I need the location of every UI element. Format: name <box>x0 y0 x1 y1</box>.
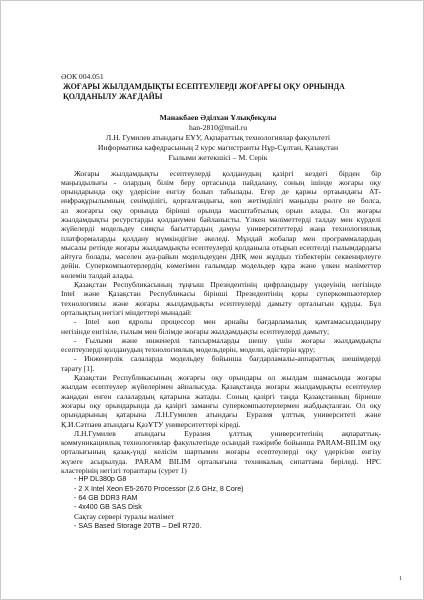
paragraph-line: коммуникациялық технологиялар факультетінде осындай тәжірибе бойынша PARAM-BILIM оқу <box>61 438 381 448</box>
paragraph-line: орындарының қатарына Л.Н.Гумилев атындағы Еуразия ұлттық университеті және <box>61 410 381 420</box>
hpc-node-list <box>61 475 381 512</box>
udc-code: ӘОК 004.051 <box>61 72 104 81</box>
paragraph-line: айтуға болады, мәселен ауа-райын модельдеуден ДНҚ мен жұлдыз тізбектерін секвенирлеуге <box>61 252 381 262</box>
title-line: ҚОЛДАНЫЛУ ЖАҒДАЙЫ <box>63 92 163 101</box>
paragraph-line: инфрақұрылымның сенімділігі, қорғалғандығы, көп жетімділігі маңызды рөлге ие болса, <box>61 196 381 206</box>
spec-item: - SAS Based Storage 20TB – Dell R720. <box>74 521 202 530</box>
paragraph-line: маңыздылығы - олардың білім беру ортасында пайдалану, соның ішінде жоғары оқу <box>61 177 381 187</box>
paragraph-line: - Intel көп ядролы процессор мен арнайы бағдарламалық қамтамасыздандыру <box>74 317 381 327</box>
paragraph-line: - Ғылыми және инженерлі тапсырмаларды шешу үшін жоғары жылдамдықты <box>74 335 381 345</box>
paragraph-line: мысалы ретінде жоғары жылдамдықты есептеулерді қолданыла отырып есептелді ғылымдардағы <box>61 242 381 252</box>
paper-title <box>63 82 383 102</box>
paragraph-line: орындарында оқу үдерісіне енгізу болып табылады. Егер де қаржы ортаындағы АТ- <box>61 187 381 197</box>
paragraph-line: орталығының қазақ-үнді келісім шартымен жоғары есептеулерді оқу үдерісіне енгізу <box>61 447 381 457</box>
paragraph-line: Л.Н.Гумилев атындағы Еуразия ұлттық университетінің ақпараттық- <box>74 428 381 438</box>
paragraph-line: орталықтың негізгі міндеттері мынадай: <box>61 307 192 317</box>
paragraph-line: жоғары оқу орындарында да қазіргі заманғы суперкомпьютерлермен жабдықталған. Ол оқу <box>61 400 381 410</box>
storage-list <box>61 522 381 531</box>
spec-item: - HP DL380p G8 <box>74 475 127 484</box>
universities-paragraph <box>61 373 381 429</box>
spec-item: - 2 X Intel Xeon E5-2670 Processor (2.6 GHz, 8 Core) <box>74 484 244 493</box>
paragraph-line: - Инженерлік салаларда модельдеу бойынша бағдарламалы-аппараттық шешімдерді <box>74 354 381 364</box>
paragraph-line: Қазақстан Республикасының жоғарғы оқу орындары ол жылдам шамасында жоғары <box>74 373 381 383</box>
paragraph-line: жылдам есептеулер жүйелерімен айналысуда. Қазақстанда жоғары жылдамдықты есептеулер <box>61 382 381 392</box>
paragraph-line: технологиясы және жоғары жылдамдықты есептеулерді дамыту орталығын құрды. Бұл <box>61 298 381 308</box>
paragraph-line: есептеулерді қолданудың технологиялық модельдерін, модели, әдістерін құру; <box>61 345 316 355</box>
author-affiliation: Л.Н. Гумилев атындағы ЕҰУ, Ақпараттық технологиялар факультеті <box>105 133 330 142</box>
paragraph-line: платформаларды қолдану мүмкіндігіне әкеледі. Мұндай жобалар мен программалардың <box>61 233 381 243</box>
body-text <box>61 169 381 532</box>
author-position: Информатика кафедрасының 2 курс магистранты Нұр-Сұлтан, Қазақстан <box>97 143 339 152</box>
paragraph-line: Жоғары жылдамдықты есептеулерді қолданудың қазіргі кездегі бірден бір <box>74 168 381 178</box>
task-list-item <box>61 317 381 336</box>
paragraph-line: негізінде енгізіле, ғылым мен білімде жоғары жылдамдықты есептеулерді дамыту; <box>61 326 330 336</box>
spec-item: - 4x400 GB SAS Disk <box>74 503 142 512</box>
paragraph-line: Intel және Қазақстан Республикасы бірінші Президентінің қоры суперкомпьютерлер <box>61 289 381 299</box>
page-number: 1 <box>399 575 403 582</box>
paragraph-line: тарату [1]. <box>61 363 95 373</box>
paragraph-line: көлемін талдай алады. <box>61 270 134 280</box>
task-list-item <box>61 354 381 373</box>
paragraph-line: кластерінің негізгі тораптары (сурет 1) <box>61 466 187 475</box>
supervisor: Ғылыми жетекшісі – М. Серік <box>168 153 268 162</box>
intro-paragraph <box>61 169 381 281</box>
spec-item: - 64 GB DDR3 RAM <box>74 493 138 502</box>
paragraph-line: жүйелерді модельдеу сияқты бағыттардың дамуы университеттерді жаңа технологиялық <box>61 224 381 234</box>
paragraph-line: жылдамдықты ресурстарды қолданумен байланысты. Үлкен мәліметтерді талдау мен күрделі <box>61 214 381 224</box>
paragraph-line: Қ.И.Сәтпаев атындағы ҚазҰТУ университеттері кіреді. <box>61 419 241 429</box>
paragraph-line: Қазақстан Республикасының тұңғыш Президентінің цифрландыру үндеуінің негізінде <box>74 280 381 290</box>
center-paragraph <box>61 280 381 317</box>
paragraph-line: дейін. Суперкомпьютерлердің көмегімен ғалымдар модельдер құра және үлкен мәліметтер <box>61 261 381 271</box>
task-list-item <box>61 336 381 355</box>
author-block <box>61 113 375 163</box>
param-bilim-paragraph <box>61 429 381 475</box>
paragraph-line: жаңадан енген салалардың қатарына жатады. Соның қазіргі таңда Қазақстанның бірнеше <box>61 391 381 401</box>
author-name: Манакбаев Әділхан Ұлықбекұлы <box>159 113 277 122</box>
paragraph-line: жүзеге асырылуда. PARAM BILIM орталығына техникалық сипаттама беріледі. HPC <box>61 456 381 466</box>
author-email: han-2810@mail.ru <box>188 123 248 132</box>
storage-heading: Сақтау сервері туралы мәлімет <box>74 512 175 522</box>
task-list <box>61 317 381 373</box>
title-line: ЖОҒАРЫ ЖЫЛДАМДЫҚТЫ ЕСЕПТЕУЛЕРДІ ЖОҒАРҒЫ ОҚУ ОРНЫНДА <box>63 82 345 91</box>
paragraph-line: ал жоғарғы оқу орнында бірінші орында масштабтылық орын алады. Ол жоғары <box>61 205 381 215</box>
